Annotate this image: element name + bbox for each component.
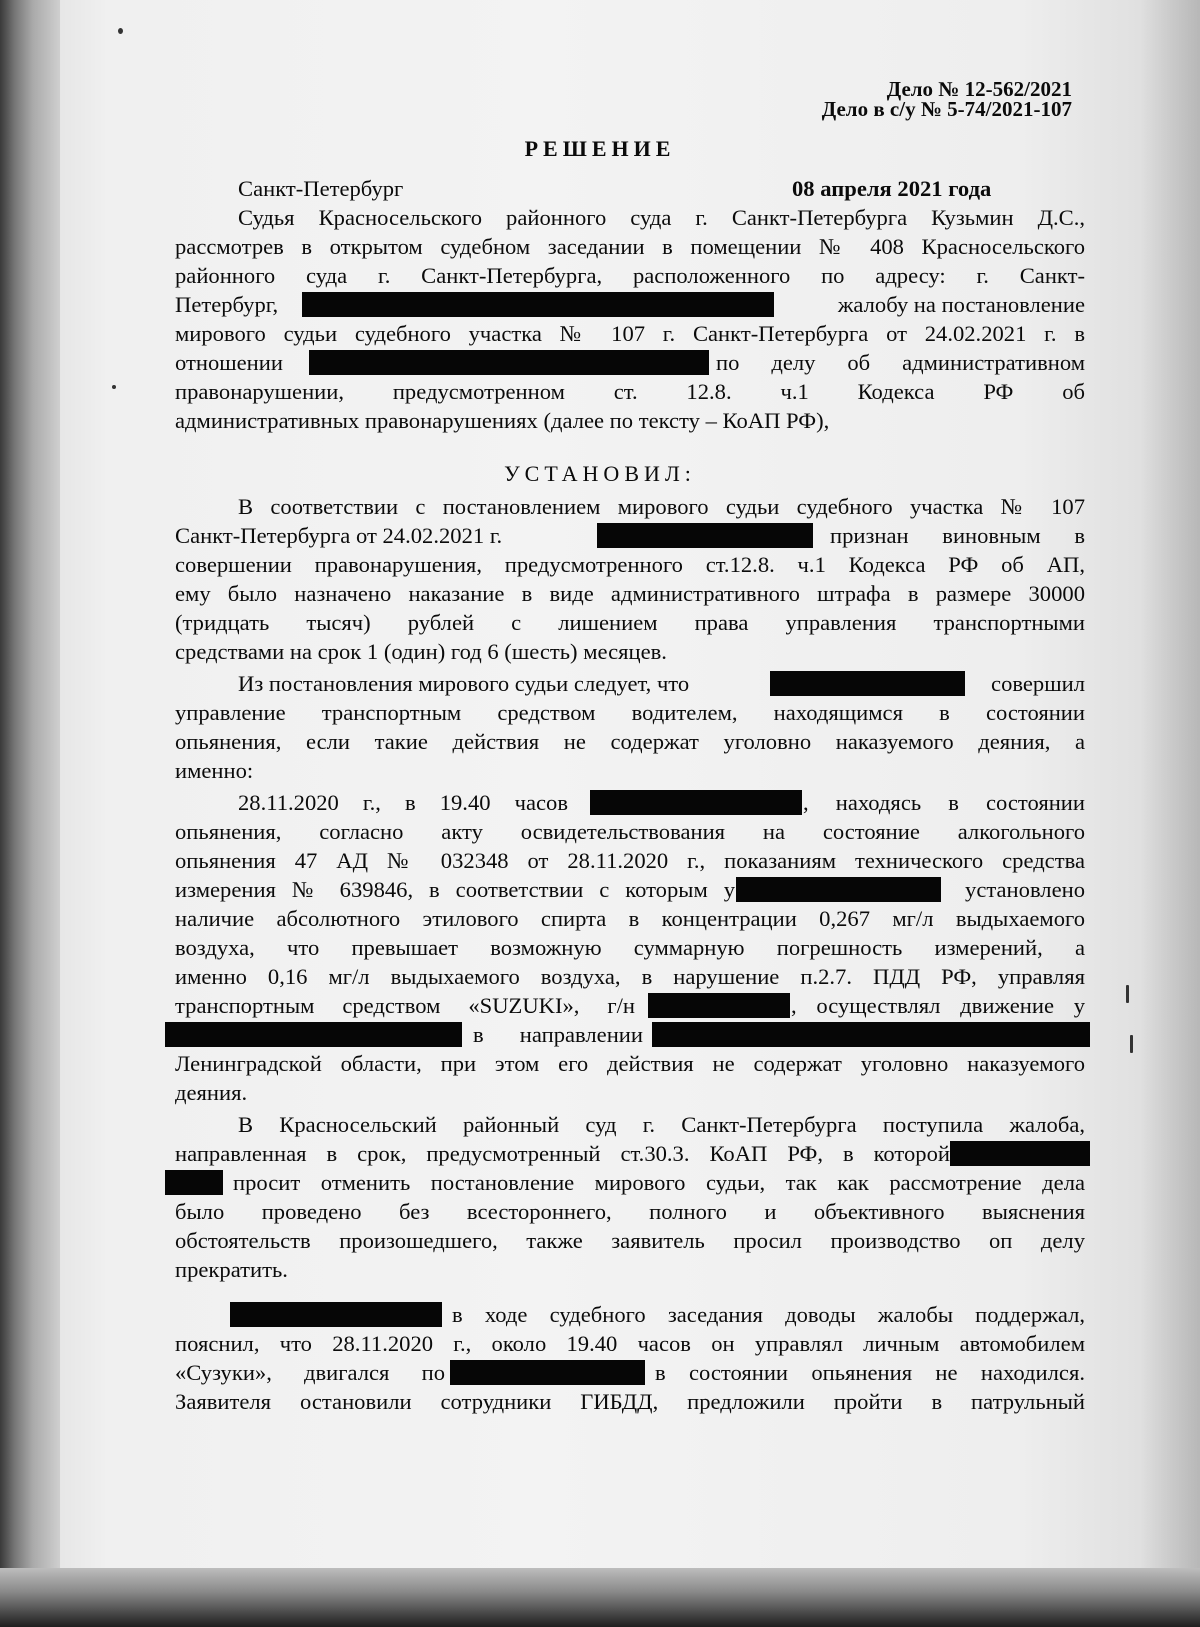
- redaction-block: [165, 1022, 462, 1047]
- section-title: УСТАНОВИЛ:: [504, 461, 696, 486]
- text-line: правонарушении, предусмотренном ст. 12.8. ч.1 Кодекса РФ об: [175, 379, 1085, 404]
- text-line: опьянения, если такие действия не содержат уголовно наказуемого деяния, а: [175, 729, 1085, 754]
- redaction-block: [648, 993, 790, 1018]
- text-line: направленная в срок, предусмотренный ст.30.3. КоАП РФ, в которой: [175, 1141, 950, 1166]
- text-line: административных правонарушениях (далее по тексту – КоАП РФ),: [175, 408, 830, 433]
- text-line: Петербург,: [175, 292, 279, 317]
- text-line: жалобу на постановление: [837, 292, 1085, 317]
- text-line: наличие абсолютного этилового спирта в концентрации 0,267 мг/л выдыхаемого: [175, 906, 1085, 931]
- text-line: прекратить.: [175, 1257, 288, 1282]
- case-number-su: Дело в с/у № 5-74/2021-107: [821, 97, 1072, 121]
- text-line: управление транспортным средством водителем, находящимся в состоянии: [175, 700, 1085, 725]
- text-line: (тридцать тысяч) рублей с лишением права управления транспортными: [175, 610, 1085, 635]
- redaction-block: [597, 523, 813, 548]
- text-line: транспортным средством «SUZUKI», г/н: [175, 993, 635, 1018]
- text-line: ему было назначено наказание в виде административного штрафа в размере 30000: [175, 581, 1085, 606]
- text-line: Санкт-Петербурга от 24.02.2021 г.: [175, 523, 503, 548]
- text-line: опьянения 47 АД № 032348 от 28.11.2020 г., показаниям технического средства: [175, 848, 1085, 873]
- document-title: РЕШЕНИЕ: [524, 136, 676, 161]
- text-line: в ходе судебного заседания доводы жалобы поддержал,: [452, 1302, 1085, 1327]
- scan-right-shadow: [1140, 0, 1200, 1627]
- text-line: Заявителя остановили сотрудники ГИБДД, предложили пройти в патрульный: [175, 1389, 1085, 1414]
- text-line: Судья Красносельского районного суда г. Санкт-Петербурга Кузьмин Д.С.,: [238, 205, 1085, 230]
- text-line: рассмотрев в открытом судебном заседании в помещении № 408 Красносельского: [175, 234, 1085, 259]
- redaction-block: [590, 790, 802, 815]
- city: Санкт-Петербург: [238, 176, 404, 201]
- text-line: Из постановления мирового судьи следует, что: [238, 671, 690, 696]
- redaction-block: [230, 1302, 442, 1327]
- redaction-block: [309, 350, 709, 375]
- decision-date: 08 апреля 2021 года: [792, 176, 992, 201]
- text-line: мирового судьи судебного участка № 107 г. Санкт-Петербурга от 24.02.2021 г. в: [175, 321, 1085, 346]
- text-line: по делу об административном: [716, 350, 1085, 375]
- text-line: было проведено без всестороннего, полного и объективного выяснения: [175, 1199, 1085, 1224]
- scan-speck: [118, 28, 123, 34]
- redaction-block: [736, 877, 941, 902]
- text-line: в направлении: [473, 1022, 643, 1047]
- redaction-block: [652, 1022, 1090, 1047]
- text-line: воздуха, что превышает возможную суммарную погрешность измерений, а: [175, 935, 1085, 960]
- text-line: В соответствии с постановлением мирового судьи судебного участка № 107: [238, 494, 1085, 519]
- text-line: В Красносельский районный суд г. Санкт-Петербурга поступила жалоба,: [238, 1112, 1085, 1137]
- text-line: пояснил, что 28.11.2020 г., около 19.40 часов он управлял личным автомобилем: [175, 1331, 1085, 1356]
- text-line: признан виновным в: [830, 523, 1085, 548]
- text-line: Ленинградской области, при этом его действия не содержат уголовно наказуемого: [175, 1051, 1085, 1076]
- text-line: просит отменить постановление мирового судьи, так как рассмотрение дела: [233, 1170, 1085, 1195]
- scan-left-shadow: [0, 0, 60, 1627]
- text-line: , осуществлял движение у: [791, 993, 1085, 1018]
- text-line: совершил: [991, 671, 1085, 696]
- scan-speck: [1130, 1035, 1133, 1053]
- text-line: отношении: [175, 350, 283, 375]
- text-line: совершении правонарушения, предусмотренного ст.12.8. ч.1 Кодекса РФ об АП,: [175, 552, 1085, 577]
- redaction-block: [450, 1360, 645, 1385]
- text-line: именно 0,16 мг/л выдыхаемого воздуха, в нарушение п.2.7. ПДД РФ, управляя: [175, 964, 1085, 989]
- text-line: обстоятельств произошедшего, также заявитель просил производство оп делу: [175, 1228, 1085, 1253]
- text-line: опьянения, согласно акту освидетельствования на состояние алкогольного: [175, 819, 1085, 844]
- redaction-block: [950, 1141, 1090, 1166]
- redaction-block: [165, 1170, 223, 1195]
- text-line: деяния.: [175, 1080, 248, 1105]
- text-line: районного суда г. Санкт-Петербурга, расположенного по адресу: г. Санкт-: [175, 263, 1085, 288]
- text-line: в состоянии опьянения не находился.: [655, 1360, 1085, 1385]
- text-line: , находясь в состоянии: [803, 790, 1085, 815]
- text-line: 28.11.2020 г., в 19.40 часов: [238, 790, 568, 815]
- redaction-block: [770, 671, 965, 696]
- text-line: «Сузуки», двигался по: [175, 1360, 445, 1385]
- text-line: именно:: [175, 758, 254, 783]
- text-line: установлено: [965, 877, 1085, 902]
- text-line: измерения № 639846, в соответствии с которым у: [175, 877, 735, 902]
- scan-bottom-shadow: [0, 1568, 1200, 1627]
- scan-speck: [1126, 985, 1129, 1003]
- text-line: средствами на срок 1 (один) год 6 (шесть) месяцев.: [175, 639, 667, 664]
- redaction-block: [302, 292, 774, 317]
- case-number: Дело № 12-562/2021: [886, 77, 1072, 101]
- scan-speck: [112, 385, 116, 389]
